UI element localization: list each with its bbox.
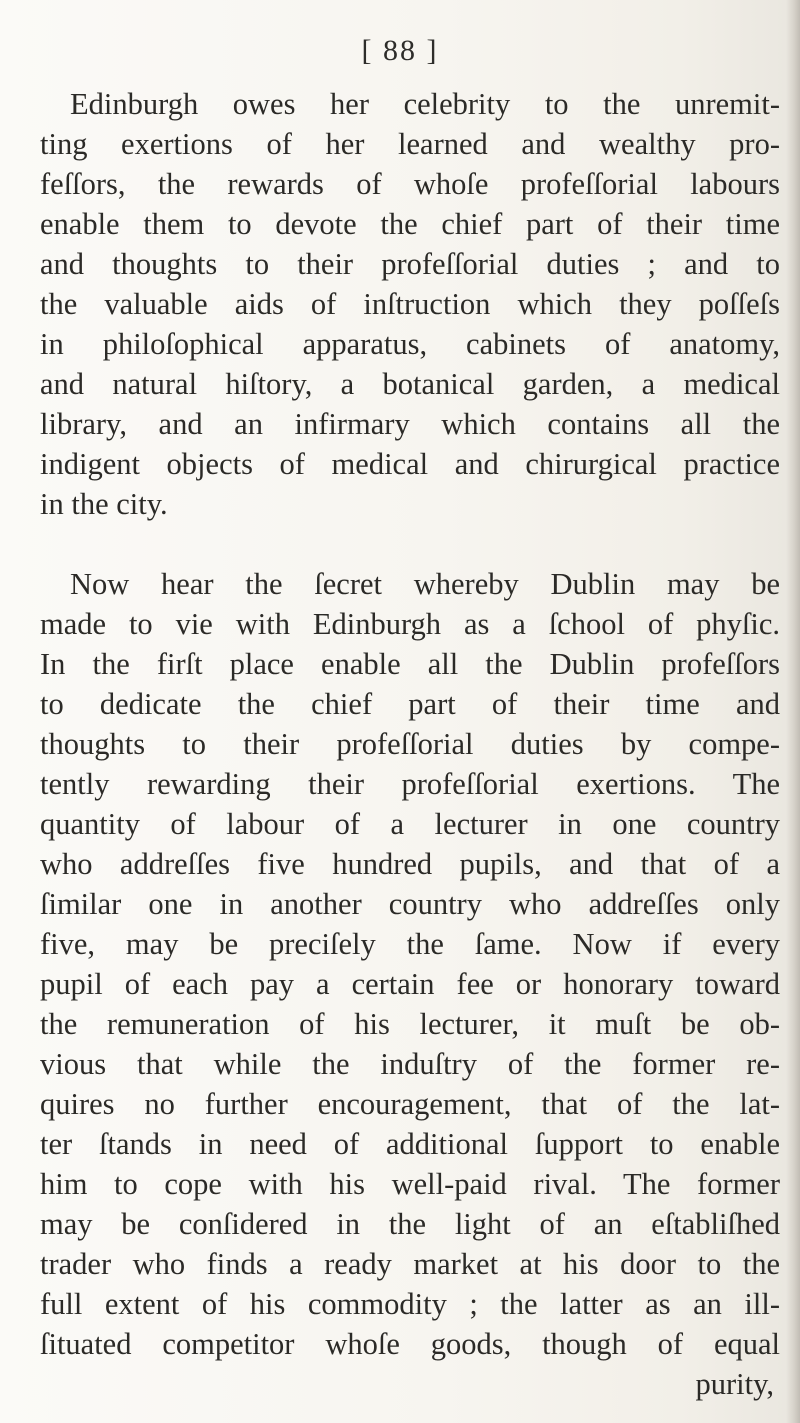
text-line: ſimilar one in another country who addreſſes only <box>40 887 780 921</box>
text-line: and natural hiſtory, a botanical garden, a medical <box>40 367 780 401</box>
text-line: who addreſſes five hundred pupils, and that of a <box>40 847 780 881</box>
text-line: tently rewarding their profeſſorial exertions. The <box>40 767 780 801</box>
text-line: may be conſidered in the light of an eſtabliſhed <box>40 1207 780 1241</box>
text-line: quires no further encouragement, that of the lat- <box>40 1087 780 1121</box>
text-line: the remuneration of his lecturer, it muſt be ob- <box>40 1007 780 1041</box>
page-number-header: [ 88 ] <box>361 34 439 67</box>
text-line: enable them to devote the chief part of their time <box>40 207 780 241</box>
text-line: Now hear the ſecret whereby Dublin may be <box>70 567 780 601</box>
text-line: library, and an infirmary which contains all the <box>40 407 780 441</box>
text-line: In the firſt place enable all the Dublin profeſſors <box>40 647 780 681</box>
text-line: vious that while the induſtry of the former re- <box>40 1047 780 1081</box>
text-line: ſituated competitor whoſe goods, though of equal <box>40 1327 780 1361</box>
text-line: ter ſtands in need of additional ſupport to enable <box>40 1127 780 1161</box>
text-line: the valuable aids of inſtruction which they poſſeſs <box>40 287 780 321</box>
text-line: indigent objects of medical and chirurgical practice <box>40 447 780 481</box>
text-line: thoughts to their profeſſorial duties by compe- <box>40 727 780 761</box>
paragraph-1 <box>40 84 780 524</box>
text-line: quantity of labour of a lecturer in one country <box>40 807 780 841</box>
text-line: made to vie with Edinburgh as a ſchool of phyſic. <box>40 607 780 641</box>
body-text <box>40 84 780 1404</box>
text-line: five, may be preciſely the ſame. Now if every <box>40 927 780 961</box>
text-line: in the city. <box>40 487 168 521</box>
paragraph-2 <box>40 564 780 1364</box>
text-line: and thoughts to their profeſſorial duties ; and to <box>40 247 780 281</box>
text-line: Edinburgh owes her celebrity to the unremit- <box>70 87 780 121</box>
text-line: trader who finds a ready market at his door to the <box>40 1247 780 1281</box>
text-line: feſſors, the rewards of whoſe profeſſorial labours <box>40 167 780 201</box>
text-line: him to cope with his well-paid rival. The former <box>40 1167 780 1201</box>
text-line: pupil of each pay a certain fee or honorary toward <box>40 967 780 1001</box>
catchword: purity, <box>695 1367 774 1401</box>
page-edge-shadow <box>786 0 800 1423</box>
paragraph-gap <box>40 524 780 564</box>
text-line: ting exertions of her learned and wealthy pro- <box>40 127 780 161</box>
text-line: in philoſophical apparatus, cabinets of anatomy, <box>40 327 780 361</box>
text-line: to dedicate the chief part of their time and <box>40 687 780 721</box>
text-line: full extent of his commodity ; the latter as an ill- <box>40 1287 780 1321</box>
